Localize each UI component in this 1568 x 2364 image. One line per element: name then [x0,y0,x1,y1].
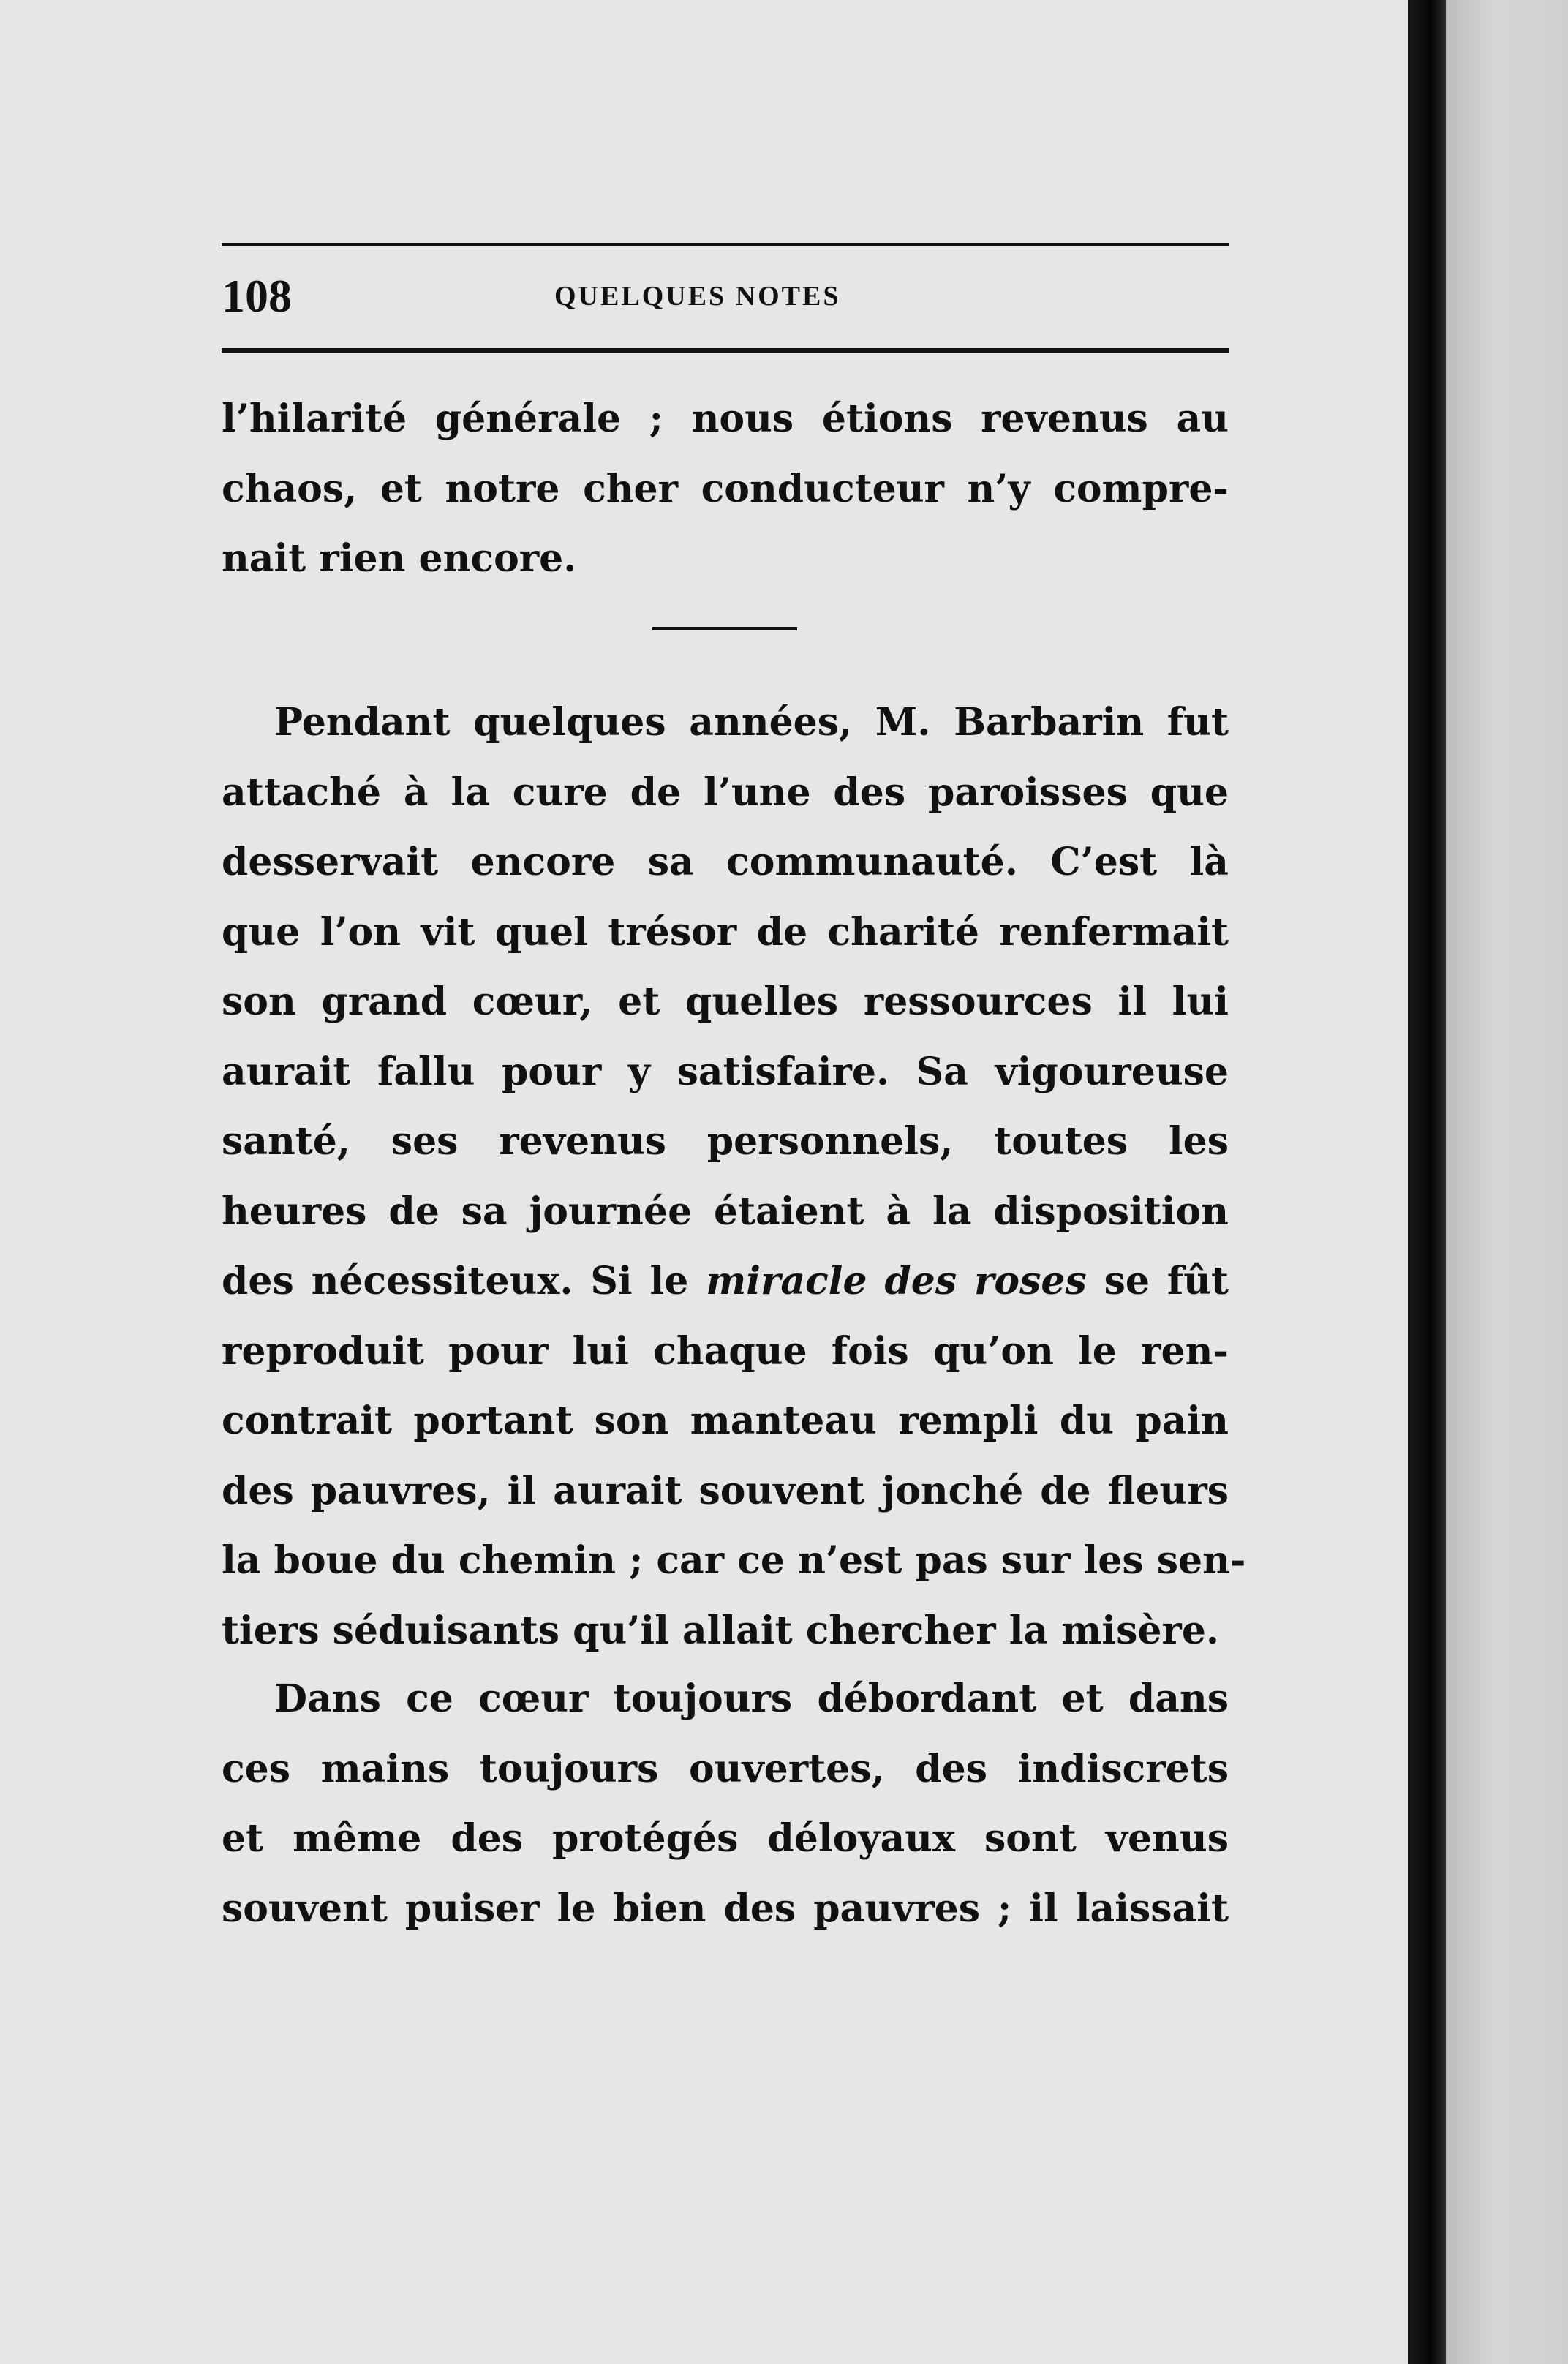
header-rule-bottom [222,348,1229,353]
text-line: santé, ses revenus personnels, toutes les [222,1119,1229,1164]
text-line: desservait encore sa communauté. C’est là [222,840,1229,884]
text-line: chaos, et notre cher conducteur n’y compre- [222,466,1229,511]
text-line: son grand cœur, et quelles ressources il lui [222,979,1229,1024]
text-line: tiers séduisants qu’il allait chercher la misère. [222,1608,1220,1653]
text-line: la boue du chemin ; car ce n’est pas sur les sen- [222,1538,1246,1583]
text-line: attaché à la cure de l’une des paroisses que [222,769,1229,815]
paragraph-1 [222,384,1229,594]
page-number: 108 [222,270,292,322]
text-line-with-italic: des nécessiteux. Si le miracle des roses se fût [222,1259,1229,1303]
text-line: Dans ce cœur toujours débordant et dans [274,1676,1229,1721]
text-line: reproduit pour lui chaque fois qu’on le ren- [222,1328,1229,1374]
text-line: des pauvres, il aurait souvent jonché de fleurs [222,1468,1229,1513]
text-line: ces mains toujours ouvertes, des indiscrets [222,1746,1229,1791]
page-edge [1446,0,1568,2364]
text-line: aurait fallu pour y satisfaire. Sa vigoureuse [222,1049,1229,1094]
text-line: Pendant quelques années, M. Barbarin fut [274,700,1229,745]
section-separator [652,627,797,630]
italic-phrase: miracle des roses [706,1259,1087,1303]
text-line: contrait portant son manteau rempli du pain [222,1399,1229,1443]
header-rule-top [222,243,1229,246]
paragraph-3 [222,1664,1229,1943]
text-line: l’hilarité générale ; nous étions revenus au [222,396,1229,441]
text-line: nait rien encore. [222,536,577,581]
paragraph-2 [222,688,1246,1665]
running-head [222,263,1229,329]
text-line: que l’on vit quel trésor de charité renfermait [222,909,1229,955]
text-line: et même des protégés déloyaux sont venus [222,1816,1229,1861]
text-line: souvent puiser le bien des pauvres ; il laissait [222,1886,1229,1931]
text-line: heures de sa journée étaient à la disposition [222,1189,1229,1234]
binding-shadow [1408,0,1446,2364]
running-title: QUELQUES NOTES [554,281,841,312]
